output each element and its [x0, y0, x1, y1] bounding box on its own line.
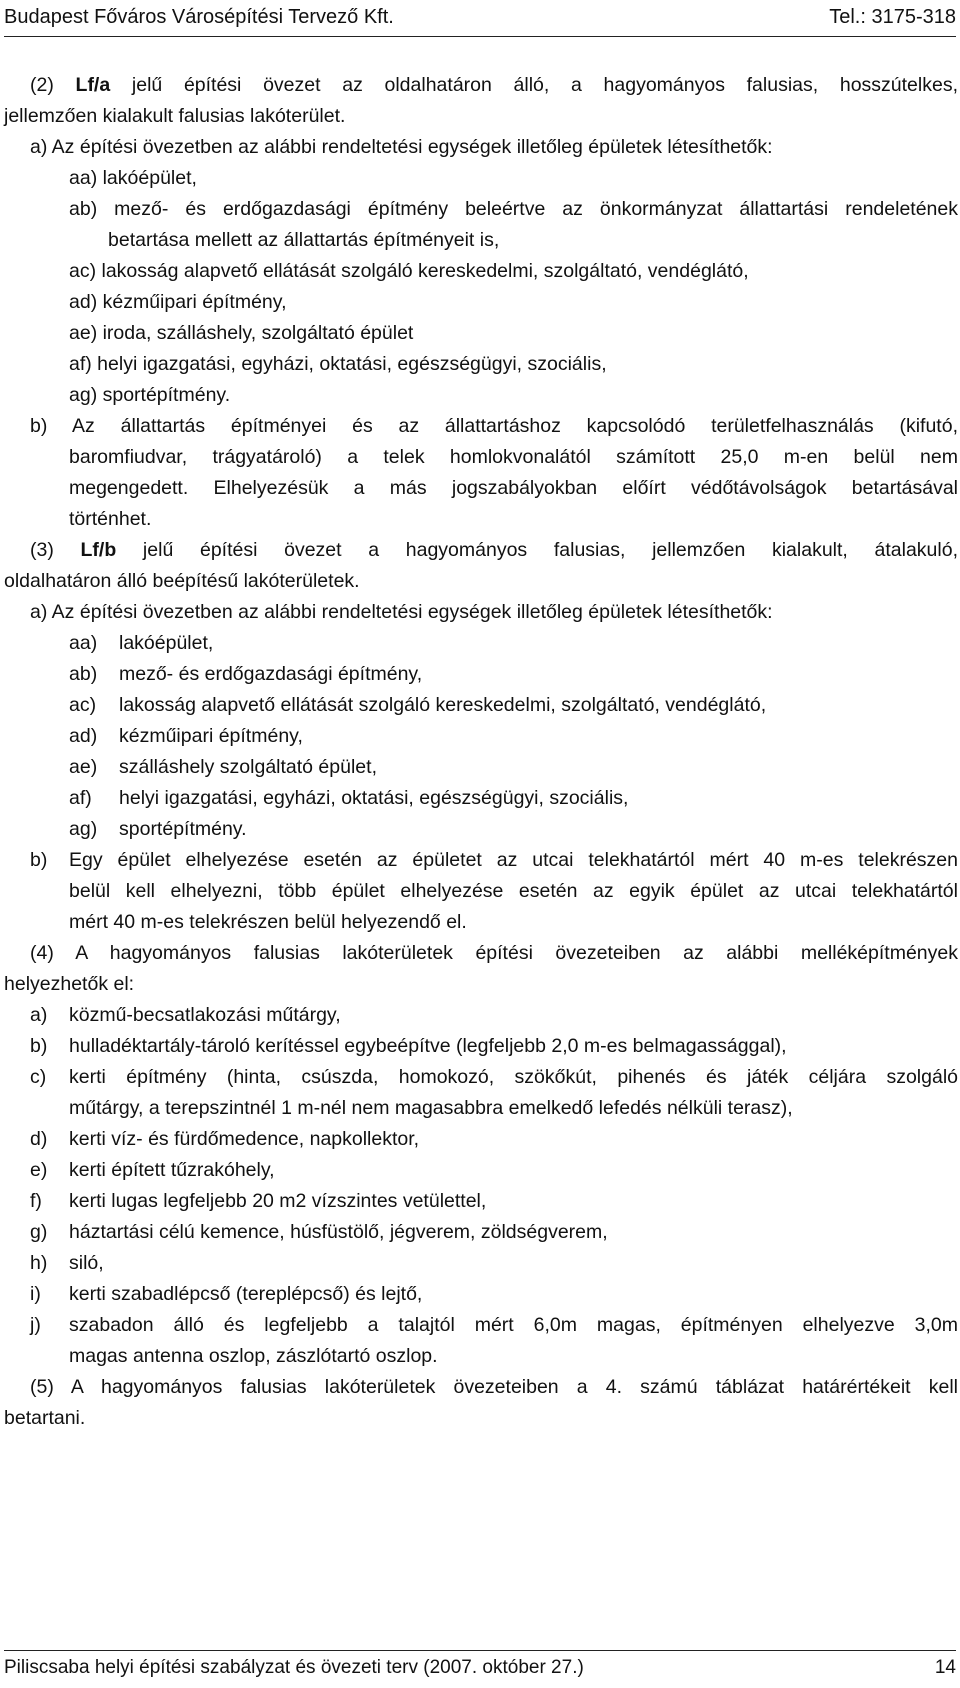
s4-item-text: kerti építmény (hinta, csúszda, homokozó, szökőkút, pihenés és játék céljára szolgáló: [69, 1066, 958, 1088]
s3-item-label: af): [69, 787, 92, 809]
page-number: 14: [934, 1657, 956, 1678]
s4-paragraph-line-2: helyezhetők el:: [4, 973, 135, 995]
header-company: Budapest Főváros Városépítési Tervező Kft.: [4, 6, 394, 28]
s4-item-text: háztartási célú kemence, húsfüstölő, jégverem, zöldségverem,: [69, 1221, 608, 1243]
page-header: [4, 0, 956, 37]
s3-b-line-2: belül kell elhelyezni, több épület elhelyezése esetén az egyik épület az utcai telekhatártól: [69, 880, 958, 902]
s4-item-text: szabadon álló és legfeljebb a talajtól mért 6,0m magas, építményen elhelyezve 3,0m: [69, 1314, 958, 1336]
s2-a: a) Az építési övezetben az alábbi rendeltetési egységek illetőleg épületek létesíthetők:: [30, 136, 773, 158]
s4-item-text: kerti épített tűzrakóhely,: [69, 1159, 275, 1181]
s3-item-text: szálláshely szolgáltató épület,: [119, 756, 377, 778]
s2-paragraph-line-2: jellemzően kialakult falusias lakóterület.: [4, 105, 346, 127]
s4-item-label: h): [30, 1252, 48, 1274]
s3-a: a) Az építési övezetben az alábbi rendeltetési egységek illetőleg épületek létesíthetők:: [30, 601, 773, 623]
page-footer: [4, 1650, 956, 1678]
s2-paragraph-line-1: [30, 73, 958, 97]
s4-item-text: közmű-becsatlakozási műtárgy,: [69, 1004, 341, 1026]
s3-text: jelű építési övezet a hagyományos falusias, jellemzően kialakult, átalakuló,: [116, 539, 958, 561]
s4-item-label: g): [30, 1221, 48, 1243]
s4-item-text: kerti szabadlépcső (tereplépcső) és lejtő,: [69, 1283, 423, 1305]
s4-item-label: e): [30, 1159, 48, 1181]
s4-item-text: siló,: [69, 1252, 104, 1274]
s3-item-text: mező- és erdőgazdasági építmény,: [119, 663, 423, 685]
s3-item-label: ag): [69, 818, 98, 840]
s4-item-label: j): [30, 1314, 41, 1336]
s3-zone-code: Lf/b: [80, 539, 117, 561]
s5-paragraph-line-2: betartani.: [4, 1407, 86, 1429]
s3-item-label: ad): [69, 725, 98, 747]
s4-item-text: kerti víz- és fürdőmedence, napkollektor,: [69, 1128, 420, 1150]
s4-item-label: b): [30, 1035, 48, 1057]
s3-item-text: sportépítmény.: [119, 818, 247, 840]
s3-item-text: lakosság alapvető ellátását szolgáló kereskedelmi, szolgáltató, vendéglátó,: [119, 694, 767, 716]
s2-ac: ac) lakosság alapvető ellátását szolgáló kereskedelmi, szolgáltató, vendéglátó,: [69, 260, 749, 282]
s3-item-text: kézműipari építmény,: [119, 725, 303, 747]
s2-ad: ad) kézműipari építmény,: [69, 291, 287, 313]
s2-b-line-4: történhet.: [69, 508, 152, 530]
s2-ab-line-1: ab) mező- és erdőgazdasági építmény beleértve az önkormányzat állattartási rendeletének: [69, 198, 958, 220]
s3-item-text: lakóépület,: [119, 632, 214, 654]
s2-b-line-1: b) Az állattartás építményei és az állattartáshoz kapcsolódó területfelhasználás (kifutó,: [30, 415, 958, 437]
s4-item-text: hulladéktartály-tároló kerítéssel egybeépítve (legfeljebb 2,0 m-es belmagassággal),: [69, 1035, 787, 1057]
s3-item-label: ae): [69, 756, 98, 778]
s3-item-text: helyi igazgatási, egyházi, oktatási, egészségügyi, szociális,: [119, 787, 629, 809]
s2-ae: ae) iroda, szálláshely, szolgáltató épület: [69, 322, 414, 344]
s3-item-label: ab): [69, 663, 98, 685]
s3-item-label: ac): [69, 694, 97, 716]
s3-item-label: aa): [69, 632, 98, 654]
footer-document-title: Piliscsaba helyi építési szabályzat és övezeti terv (2007. október 27.): [4, 1657, 584, 1678]
s2-number: (2): [30, 74, 76, 96]
s4-item-label: f): [30, 1190, 42, 1212]
header-phone: Tel.: 3175-318: [829, 6, 956, 28]
s4-item-label: d): [30, 1128, 48, 1150]
s3-b-line-1: Egy épület elhelyezése esetén az épületet az utcai telekhatártól mért 40 m-es telekrészen: [69, 849, 958, 871]
s4-item-text-cont: műtárgy, a terepszintnél 1 m-nél nem magasabbra emelkedő lefedés nélküli terasz),: [69, 1097, 793, 1119]
s2-aa: aa) lakóépület,: [69, 167, 197, 189]
s2-b-line-3: megengedett. Elhelyezésük a más jogszabályokban előírt védőtávolságok betartásával: [69, 477, 958, 499]
s2-zone-code: Lf/a: [75, 74, 111, 96]
s2-text: jelű építési övezet az oldalhatáron álló, a hagyományos falusias, hosszútelkes,: [110, 74, 959, 96]
s2-ab-line-2: betartása mellett az állattartás építményeit is,: [108, 229, 500, 251]
s3-paragraph-line-2: oldalhatáron álló beépítésű lakóterületek.: [4, 570, 360, 592]
s4-item-label: c): [30, 1066, 47, 1088]
s3-b-label: b): [30, 849, 48, 871]
s3-number: (3): [30, 539, 81, 561]
s2-b-line-2: baromfiudvar, trágyatároló) a telek homlokvonalától számított 25,0 m-en belül nem: [69, 446, 958, 468]
s4-item-label: i): [30, 1283, 41, 1305]
s5-paragraph-line-1: (5) A hagyományos falusias lakóterületek övezeteiben a 4. számú táblázat határértékeit kell: [30, 1376, 958, 1398]
s3-paragraph-line-1: [30, 538, 958, 562]
s4-paragraph-line-1: (4) A hagyományos falusias lakóterületek építési övezeteiben az alábbi melléképítmények: [30, 942, 958, 964]
s2-ag: ag) sportépítmény.: [69, 384, 231, 406]
s4-item-text: kerti lugas legfeljebb 20 m2 vízszintes vetülettel,: [69, 1190, 487, 1212]
s4-item-text-cont: magas antenna oszlop, zászlótartó oszlop.: [69, 1345, 438, 1367]
s4-item-label: a): [30, 1004, 48, 1026]
s2-af: af) helyi igazgatási, egyházi, oktatási, egészségügyi, szociális,: [69, 353, 607, 375]
s3-b-line-3: mért 40 m-es telekrészen belül helyezendő el.: [69, 911, 467, 933]
